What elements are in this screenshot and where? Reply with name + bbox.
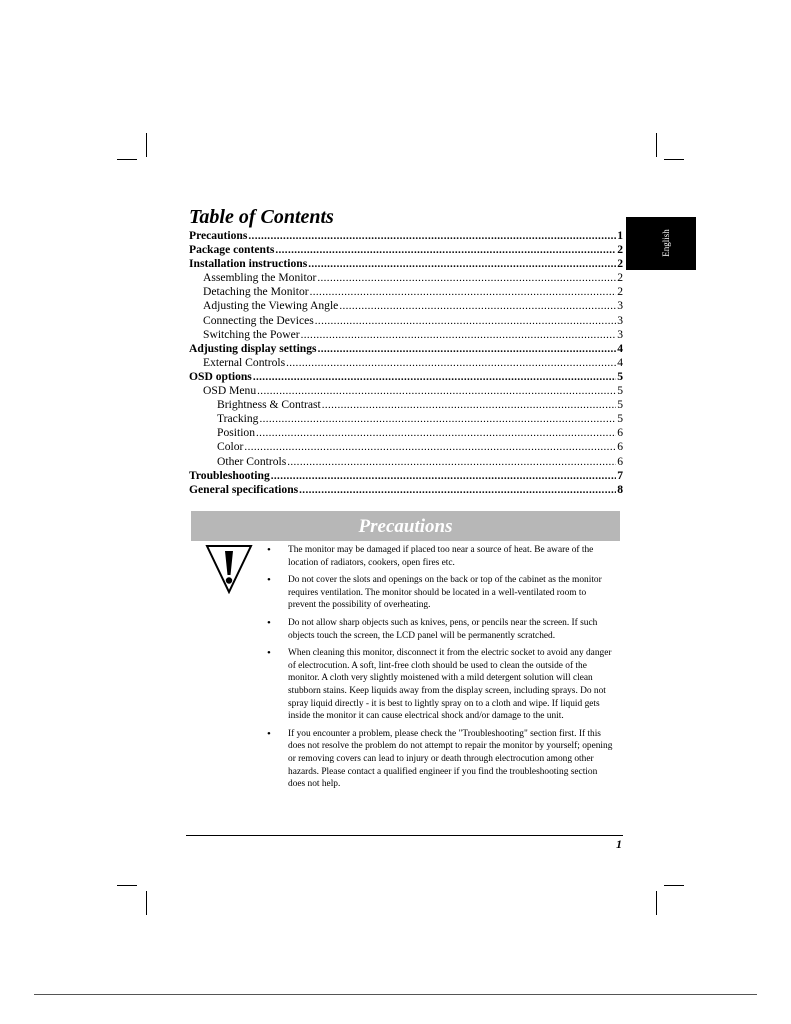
crop-mark bbox=[146, 891, 147, 915]
toc-leader-dots bbox=[256, 426, 616, 440]
toc-entry-page: 8 bbox=[617, 482, 623, 496]
precaution-item: • Do not allow sharp objects such as knives, pens, or pencils near the screen. If such objects touch the screen, the LCD panel will be permanently scratched. bbox=[265, 617, 615, 642]
toc-entry-page: 2 bbox=[617, 271, 623, 285]
toc-leader-dots bbox=[244, 440, 616, 454]
precaution-item: • The monitor may be damaged if placed too near a source of heat. Be aware of the location of radiators, cookers, open fires etc. bbox=[265, 544, 615, 569]
toc-entry-title: Package contents bbox=[189, 243, 275, 257]
toc-entry-page: 3 bbox=[617, 313, 623, 327]
toc-entry[interactable] bbox=[189, 243, 623, 257]
toc-entry-page: 5 bbox=[617, 412, 623, 426]
toc-entry[interactable] bbox=[189, 398, 623, 412]
toc-entry[interactable] bbox=[189, 426, 623, 440]
toc-entry[interactable] bbox=[189, 356, 623, 370]
page-number: 1 bbox=[616, 837, 622, 851]
toc-leader-dots bbox=[286, 356, 616, 370]
toc-leader-dots bbox=[271, 469, 616, 483]
toc-entry[interactable] bbox=[189, 483, 623, 497]
toc-leader-dots bbox=[275, 243, 616, 257]
toc-entry-title: OSD options bbox=[189, 369, 252, 383]
toc-leader-dots bbox=[259, 412, 616, 426]
toc-entry-page: 6 bbox=[617, 426, 623, 440]
toc-leader-dots bbox=[287, 455, 616, 469]
toc-entry[interactable] bbox=[189, 455, 623, 469]
toc-entry-title: Troubleshooting bbox=[189, 468, 270, 482]
toc-entry-title: Precautions bbox=[189, 229, 248, 242]
toc-entry-title: Switching the Power bbox=[203, 327, 300, 341]
toc-entry-title: General specifications bbox=[189, 482, 299, 496]
precautions-heading: Precautions bbox=[191, 511, 620, 541]
toc-entry[interactable] bbox=[189, 412, 623, 426]
crop-mark bbox=[664, 159, 684, 160]
warning-exclamation-icon bbox=[205, 544, 253, 594]
toc-entry[interactable] bbox=[189, 314, 623, 328]
crop-mark bbox=[117, 159, 137, 160]
toc-leader-dots bbox=[301, 328, 617, 342]
language-tab-label: English bbox=[661, 229, 671, 257]
toc-entry-page: 2 bbox=[617, 243, 623, 257]
toc-leader-dots bbox=[253, 370, 616, 384]
toc-leader-dots bbox=[318, 342, 617, 356]
toc-entry-page: 6 bbox=[617, 454, 623, 468]
footer-rule bbox=[186, 835, 623, 836]
toc-entry-page: 4 bbox=[617, 341, 623, 355]
toc-entry-title: Detaching the Monitor bbox=[203, 285, 309, 299]
toc-entry[interactable] bbox=[189, 299, 623, 313]
toc-entry-page: 5 bbox=[617, 369, 623, 383]
toc-entry-title: Color bbox=[217, 440, 244, 454]
toc-entry-page: 5 bbox=[617, 398, 623, 412]
toc-leader-dots bbox=[317, 271, 616, 285]
precaution-item: • Do not cover the slots and openings on the back or top of the cabinet as the monitor requires ventilation. The monitor should be located in a well-ventilated room to prevent the possibility of overheating. bbox=[265, 574, 615, 612]
toc-entry[interactable] bbox=[189, 440, 623, 454]
toc-entry-title: Connecting the Devices bbox=[203, 313, 314, 327]
toc-entry-title: Adjusting the Viewing Angle bbox=[203, 299, 339, 313]
toc-leader-dots bbox=[299, 483, 616, 497]
toc-leader-dots bbox=[339, 299, 616, 313]
toc-entry[interactable] bbox=[189, 342, 623, 356]
toc-entry[interactable] bbox=[189, 370, 623, 384]
precautions-list bbox=[265, 544, 615, 796]
toc-entry-page: 7 bbox=[617, 468, 623, 482]
toc-leader-dots bbox=[248, 229, 616, 243]
toc-leader-dots bbox=[257, 384, 616, 398]
toc-title: Table of Contents bbox=[189, 206, 334, 228]
toc-entry-page: 2 bbox=[617, 257, 623, 271]
toc-leader-dots bbox=[322, 398, 617, 412]
toc-leader-dots bbox=[315, 314, 616, 328]
toc-entry-page: 3 bbox=[617, 327, 623, 341]
toc-entry-title: OSD Menu bbox=[203, 384, 257, 398]
toc-entry[interactable] bbox=[189, 384, 623, 398]
toc-entry-title: Adjusting display settings bbox=[189, 341, 317, 355]
toc-entry-title: Assembling the Monitor bbox=[203, 271, 317, 285]
toc-entry-title: Other Controls bbox=[217, 454, 287, 468]
crop-mark bbox=[664, 885, 684, 886]
crop-mark bbox=[117, 885, 137, 886]
precaution-item: • When cleaning this monitor, disconnect it from the electric socket to avoid any danger of electrocution. A soft, lint-free cloth should be used to clean the outside of the monitor. A cloth very slightly moistened with a mild detergent solution will clean stubborn stains. Keep liquids away from the display screen, including sprays. Do not spray liquid directly - it is best to lightly spray on to a cloth and wipe. If liquid gets inside the monitor it can cause electrical shock and/or damage to the unit. bbox=[265, 647, 615, 723]
toc-leader-dots bbox=[310, 285, 617, 299]
language-tab bbox=[626, 217, 696, 270]
toc-entry-page: 5 bbox=[617, 384, 623, 398]
toc-entry-page: 4 bbox=[617, 355, 623, 369]
toc-entry-title: Brightness & Contrast bbox=[217, 398, 321, 412]
toc-leader-dots bbox=[308, 257, 616, 271]
toc-entry-title: External Controls bbox=[203, 355, 286, 369]
toc-entry-page: 2 bbox=[617, 285, 623, 299]
toc-entry-title: Position bbox=[217, 426, 256, 440]
toc-entry-title: Tracking bbox=[217, 412, 259, 426]
toc-entry[interactable] bbox=[189, 271, 623, 285]
crop-mark bbox=[656, 133, 657, 157]
toc-entry[interactable] bbox=[189, 469, 623, 483]
toc-entry[interactable] bbox=[189, 285, 623, 299]
toc-entry-page: 3 bbox=[617, 299, 623, 313]
crop-mark bbox=[146, 133, 147, 157]
toc-entry[interactable] bbox=[189, 257, 623, 271]
toc-entry[interactable] bbox=[189, 229, 623, 243]
crop-mark bbox=[656, 891, 657, 915]
toc-entry-page: 6 bbox=[617, 440, 623, 454]
toc-entry-page: 1 bbox=[617, 229, 623, 242]
precaution-item: • If you encounter a problem, please check the "Troubleshooting" section first. If this does not resolve the problem do not attempt to repair the monitor by yourself; opening or removing covers can lead to injury or death through electrocution among other hazards. Please contact a qualified engineer if you find the troubleshooting section does not help. bbox=[265, 728, 615, 791]
toc-entry[interactable] bbox=[189, 328, 623, 342]
table-of-contents bbox=[189, 229, 623, 497]
page-edge-rule bbox=[34, 994, 757, 995]
toc-entry-title: Installation instructions bbox=[189, 257, 308, 271]
